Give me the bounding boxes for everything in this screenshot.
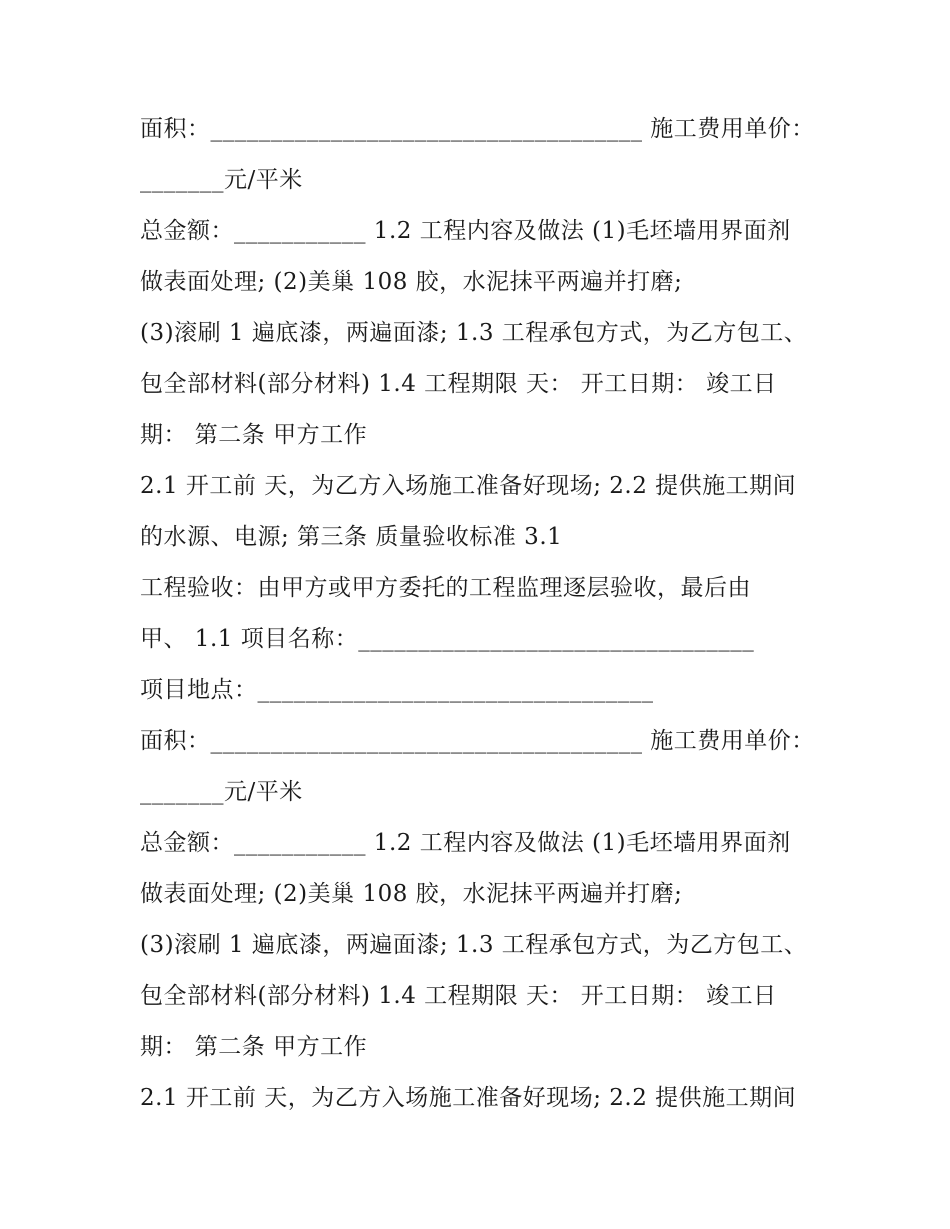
text-line: 总金额：___________ 1.2 工程内容及做法 (1)毛坯墙用界面剂 xyxy=(140,830,791,856)
text-line: 项目地点：_________________________________ xyxy=(140,677,654,703)
text-line: 做表面处理; (2)美巢 108 胶，水泥抹平两遍并打磨; xyxy=(140,269,683,295)
text-line: 甲、 1.1 项目名称：_________________________________ xyxy=(140,626,755,652)
text-line: 期： 第二条 甲方工作 xyxy=(140,422,368,448)
text-line: 面积：____________________________________ 施工费用单价： xyxy=(140,728,815,754)
text-line: 的水源、电源; 第三条 质量验收标准 3.1 xyxy=(140,524,563,550)
text-line: 工程验收：由甲方或甲方委托的工程监理逐层验收，最后由 xyxy=(140,575,751,601)
document-body xyxy=(140,104,815,1124)
text-line: 包全部材料(部分材料) 1.4 工程期限 天： 开工日期： 竣工日 xyxy=(140,371,777,397)
text-line: 2.1 开工前 天，为乙方入场施工准备好现场; 2.2 提供施工期间 xyxy=(140,473,797,499)
text-line: _______元/平米 xyxy=(140,779,303,805)
text-line: (3)滚刷 1 遍底漆，两遍面漆; 1.3 工程承包方式，为乙方包工、 xyxy=(140,320,808,346)
text-line: (3)滚刷 1 遍底漆，两遍面漆; 1.3 工程承包方式，为乙方包工、 xyxy=(140,932,808,958)
text-line: 做表面处理; (2)美巢 108 胶，水泥抹平两遍并打磨; xyxy=(140,881,683,907)
text-line: 2.1 开工前 天，为乙方入场施工准备好现场; 2.2 提供施工期间 xyxy=(140,1085,797,1111)
text-line: _______元/平米 xyxy=(140,167,303,193)
text-line: 包全部材料(部分材料) 1.4 工程期限 天： 开工日期： 竣工日 xyxy=(140,983,777,1009)
text-line: 总金额：___________ 1.2 工程内容及做法 (1)毛坯墙用界面剂 xyxy=(140,218,791,244)
text-line: 面积：____________________________________ 施工费用单价： xyxy=(140,116,815,142)
text-line: 期： 第二条 甲方工作 xyxy=(140,1034,368,1060)
